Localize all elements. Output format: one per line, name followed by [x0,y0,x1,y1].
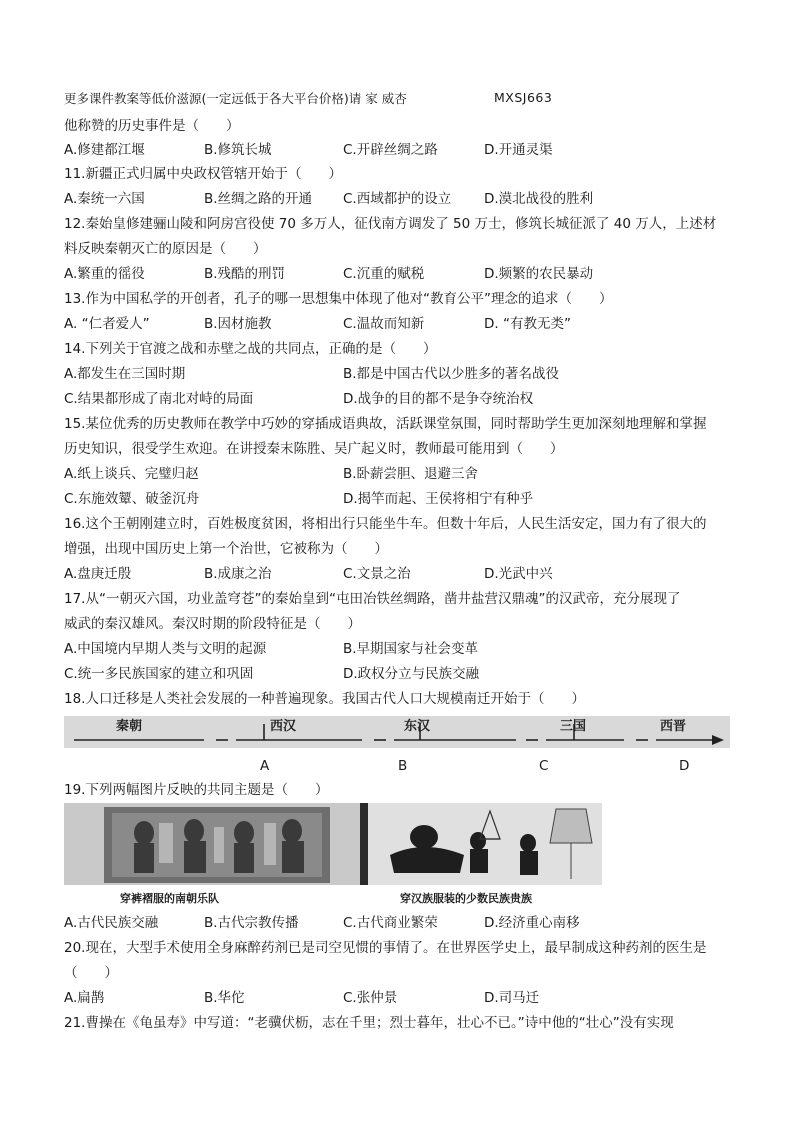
q11-option-d: D.漠北战役的胜利 [484,191,594,207]
q12-stem-line2: 料反映秦朝灭亡的原因是（ ） [64,241,267,257]
q12-stem-line1: 12.秦始皇修建骊山陵和阿房宫役使 70 多万人，征伐南方调发了 50 万士，修筑长城征派了 40 万人，上述材 [64,216,717,232]
q17-option-d: D.政权分立与民族交融 [343,666,480,682]
q20-stem-line2: （ ） [64,965,118,981]
q12-option-b: B.残酷的刑罚 [204,266,286,282]
q19-option-d: D.经济重心南移 [484,915,580,931]
q19-stem: 19.下列两幅图片反映的共同主题是（ ） [64,782,329,798]
nobles-painting-image [360,803,602,885]
q20-option-d: D.司马迁 [484,990,540,1006]
q18-option-b: B [398,758,408,774]
timeline-label-qin: 秦朝 [116,719,143,734]
q18-option-c: C [539,758,549,774]
q12-option-c: C.沉重的赋税 [343,266,425,282]
timeline-arrow-icon [712,735,724,745]
q13-option-c: C.温故而知新 [343,316,425,332]
q13-stem: 13.作为中国私学的开创者，孔子的哪一思想集中体现了他对“教育公平”理念的追求（ ） [64,291,613,307]
q16-stem-line1: 16.这个王朝刚建立时，百姓极度贫困，将相出行只能坐牛车。但数十年后，人民生活安定，国力有了很大的 [64,516,707,532]
q19-option-a: A.古代民族交融 [64,915,159,931]
timeline-label-eastern-han: 东汉 [404,719,431,734]
q10-stem: 他称赞的历史事件是（ ） [64,118,240,134]
q10-option-b: B.修筑长城 [204,142,272,158]
q19-image-right [360,803,602,885]
q14-option-b: B.都是中国古代以少胜多的著名战役 [343,366,560,382]
q15-stem-line2: 历史知识，很受学生欢迎。在讲授秦末陈胜、吴广起义时，教师最可能用到（ ） [64,441,564,457]
q15-option-a: A.纸上谈兵、完璧归赵 [64,466,199,482]
q14-option-a: A.都发生在三国时期 [64,366,186,382]
q20-option-c: C.张仲景 [343,990,398,1006]
q10-option-a: A.修建都江堰 [64,142,145,158]
q13-option-d: D. “有教无类” [484,316,571,332]
q16-option-b: B.成康之治 [204,566,272,582]
q19-caption-left: 穿裤褶服的南朝乐队 [120,892,219,905]
q15-stem-line1: 15.某位优秀的历史教师在教学中巧妙的穿插成语典故，活跃课堂氛围，同时帮助学生更加深刻地理解和掌握 [64,416,707,432]
q14-option-d: D.战争的目的都不是争夺统治权 [343,391,534,407]
q13-option-b: B.因材施教 [204,316,272,332]
q10-option-c: C.开辟丝绸之路 [343,142,438,158]
q14-stem: 14.下列关于官渡之战和赤壁之战的共同点，正确的是（ ） [64,341,437,357]
q12-option-a: A.繁重的徭役 [64,266,145,282]
q15-option-b: B.卧薪尝胆、退避三舍 [343,466,479,482]
q19-option-b: B.古代宗教传播 [204,915,299,931]
q16-stem-line2: 增强，出现中国历史上第一个治世，它被称为（ ） [64,541,388,557]
q17-option-a: A.中国境内早期人类与文明的起源 [64,641,267,657]
q21-stem: 21.曹操在《龟虽寿》中写道：“老骥伏枥，志在千里；烈士暮年，壮心不已。”诗中他的“壮心”没有实现 [64,1015,674,1031]
q16-option-c: C.文景之治 [343,566,411,582]
q19-image-band [64,803,360,885]
q15-option-d: D.揭竿而起、王侯将相宁有种乎 [343,491,534,507]
q10-option-d: D.开通灵渠 [484,142,553,158]
q20-stem-line1: 20.现在，大型手术使用全身麻醉药剂已是司空见惯的事情了。在世界医学史上，最早制成这种药剂的医生是 [64,940,707,956]
q14-option-c: C.结果都形成了南北对峙的局面 [64,391,254,407]
q12-option-d: D.频繁的农民暴动 [484,266,594,282]
relief-carving-image [64,803,360,885]
timeline-label-western-han: 西汉 [270,719,297,734]
q16-option-d: D.光武中兴 [484,566,553,582]
q18-stem: 18.人口迁移是人类社会发展的一种普遍现象。我国古代人口大规模南迁开始于（ ） [64,691,585,707]
q13-option-a: A. “仁者爱人” [64,316,150,332]
q16-option-a: A.盘庚迁殷 [64,566,132,582]
q17-option-c: C.统一多民族国家的建立和巩固 [64,666,254,682]
q19-option-c: C.古代商业繁荣 [343,915,438,931]
q20-option-a: A.扁鹊 [64,990,105,1006]
q11-option-b: B.丝绸之路的开通 [204,191,313,207]
q11-option-a: A.秦统一六国 [64,191,145,207]
q11-stem: 11.新疆正式归属中央政权管辖开始于（ ） [64,166,342,182]
q19-caption-right: 穿汉族服装的少数民族贵族 [400,892,532,905]
q15-option-c: C.东施效颦、破釜沉舟 [64,491,200,507]
header-text: 更多课件教案等低价滋源(一定远低于各大平台价格)请 家 威杏 [64,91,407,106]
q17-stem-line1: 17.从“一朝灭六国，功业盖穹苍”的秦始皇到“屯田冶铁丝绸路，凿井盐营汉鼎魂”的汉武帝，充分展现了 [64,591,681,607]
timeline-label-western-jin: 西晋 [660,719,687,734]
q18-option-d: D [679,758,690,774]
q11-option-c: C.西域都护的设立 [343,191,452,207]
timeline-graphic [64,716,730,748]
timeline-label-three-kingdoms: 三国 [560,719,587,734]
q17-stem-line2: 威武的秦汉雄风。秦汉时期的阶段特征是（ ） [64,616,361,632]
header-code: MXSJ663 [494,90,553,105]
q17-option-b: B.早期国家与社会变革 [343,641,479,657]
q18-option-a: A [260,758,270,774]
q20-option-b: B.华佗 [204,990,245,1006]
q18-timeline-image [64,716,730,748]
